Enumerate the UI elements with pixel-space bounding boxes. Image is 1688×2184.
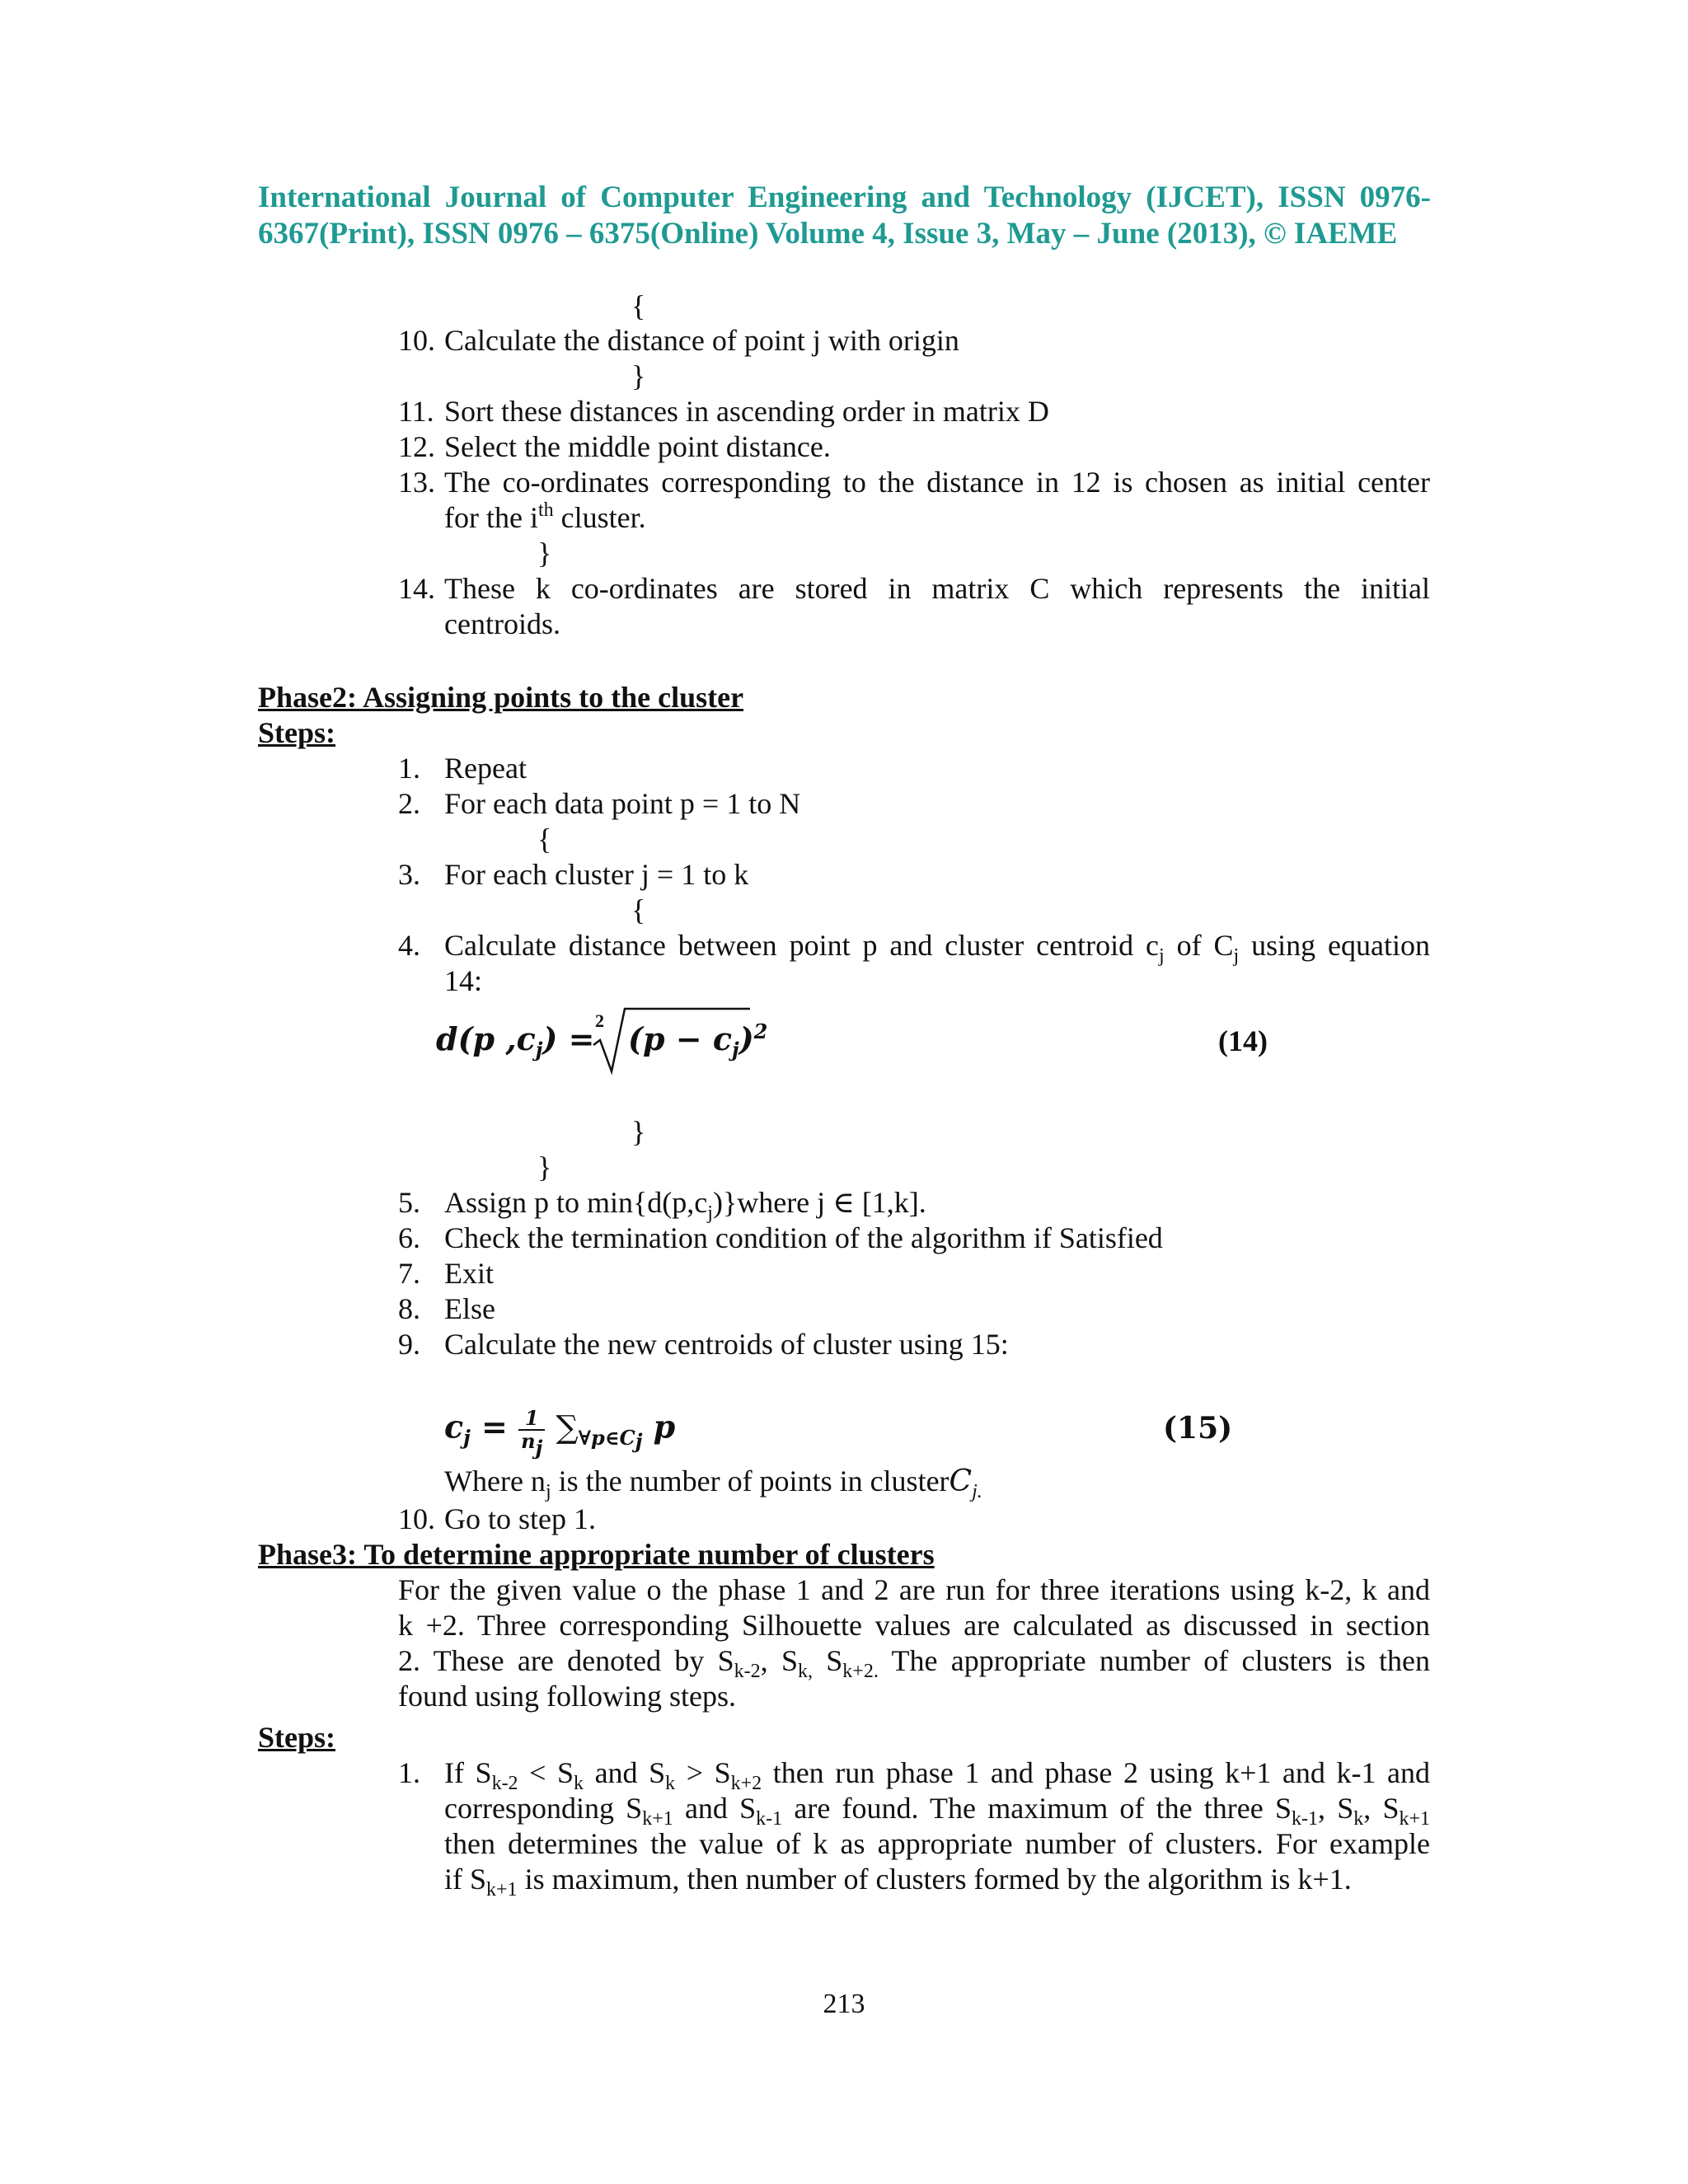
step-text: Calculate distance between point p and cluster centroid $c_j$ of $C_j$ using equation (444, 929, 1431, 967)
paragraph-line: For the given value o the phase 1 and 2 are run for three iterations using k-2, k and (398, 1573, 1430, 1606)
step-number: 2. (398, 787, 420, 820)
step-text: Repeat (444, 752, 527, 785)
step-number: 6. (398, 1221, 420, 1254)
steps-heading: Steps: (258, 1721, 336, 1754)
equation-15: $c_j$ = $\frac{1}{n_j}$ $\sum_{\forall p\in C_j}$ p (444, 1406, 676, 1460)
paragraph-line: 2. These are denoted by $S_{k-2}$, $S_{k,}$ $S_{k+2.}$ The appropriate number of clusters is then (398, 1644, 1430, 1682)
step-text: Check the termination condition of the algorithm if Satisfied (444, 1221, 1163, 1254)
brace-close: } (631, 1115, 646, 1148)
step-text-continued: centroids. (444, 607, 560, 640)
step-text: Select the middle point distance. (444, 430, 831, 463)
step-text: Calculate the new centroids of cluster using 15: (444, 1328, 1009, 1361)
step-number: 5. (398, 1186, 420, 1219)
step-number: 10. (398, 1502, 435, 1535)
step-text-continued: 14: (444, 964, 483, 997)
step-number: 1. (398, 752, 420, 785)
equation-14-number: (14) (1218, 1024, 1268, 1057)
brace-open: { (631, 893, 646, 926)
step-number: 7. (398, 1257, 420, 1290)
step-text-continued: for the $i^{th}$ cluster. (444, 499, 646, 534)
step-text: For each data point p = 1 to N (444, 787, 801, 820)
step-text-continued: corresponding $S_{k+1}$ and $S_{k-1}$ are found. The maximum of the three $S_{k-1}$, $S_k$, $S_{k+1}$ (444, 1792, 1431, 1830)
brace-open: { (631, 289, 646, 322)
step-number: 1. (398, 1756, 420, 1789)
steps-heading: Steps: (258, 716, 336, 749)
step-text: Else (444, 1292, 495, 1325)
step-text: Calculate the distance of point j with origin (444, 324, 959, 357)
brace-close: } (537, 537, 552, 569)
step-text: These k co-ordinates are stored in matrix C which represents the initial (444, 572, 1430, 605)
brace-open: { (537, 823, 552, 855)
step-number: 10. (398, 324, 435, 357)
phase3-heading: Phase3: To determine appropriate number of clusters (258, 1538, 935, 1571)
step-number: 8. (398, 1292, 420, 1325)
journal-header: International Journal of Computer Engineering and Technology (IJCET), ISSN 0976-6367(Print), ISSN 0976 – 6375(Online) Volume 4, Issue 3, May – June (2013), © IAEME (258, 180, 1431, 251)
step-number: 12. (398, 430, 435, 463)
brace-close: } (537, 1151, 552, 1183)
where-clause: Where $n_j$ is the number of points in clusterC$_{j.}$ (444, 1465, 982, 1502)
step-text: For each cluster j = 1 to k (444, 858, 749, 891)
equation-14-radicand: $(p - c_j)^2$ (628, 1019, 768, 1062)
step-text: The co-ordinates corresponding to the distance in 12 is chosen as initial center (444, 466, 1430, 499)
step-text-continued: then determines the value of k as appropriate number of clusters. For example (444, 1827, 1430, 1860)
brace-close: } (631, 359, 646, 392)
paragraph-line: k +2. Three corresponding Silhouette values are calculated as discussed in section (398, 1609, 1430, 1642)
step-text: If $S_{k-2} < S_k$ and $S_k > S_{k+2}$ then run phase 1 and phase 2 using k+1 and k-1 and (444, 1756, 1431, 1794)
page-number: 213 (823, 1989, 865, 2019)
step-number: 13. (398, 466, 435, 499)
root-index: 2 (595, 1010, 604, 1031)
equation-14-lhs: d(p $,c_j$) = (436, 1020, 595, 1062)
step-number: 3. (398, 858, 420, 891)
step-number: 14. (398, 572, 435, 605)
step-text: Go to step 1. (444, 1502, 596, 1535)
step-number: 4. (398, 929, 420, 962)
step-text-continued: if $S_{k+1}$ is maximum, then number of clusters formed by the algorithm is k+1. (444, 1863, 1352, 1900)
step-number: 11. (398, 395, 434, 428)
paragraph-line: found using following steps. (398, 1680, 736, 1713)
step-text: Sort these distances in ascending order in matrix D (444, 395, 1049, 428)
step-text: Exit (444, 1257, 494, 1290)
step-text: Assign p to $\min\{d(p,c_j)\}where$ j ∈ [1,k]. (444, 1186, 926, 1224)
equation-15-number: (15) (1163, 1411, 1233, 1446)
step-number: 9. (398, 1328, 420, 1361)
phase2-heading: Phase2: Assigning points to the cluster (258, 681, 744, 714)
